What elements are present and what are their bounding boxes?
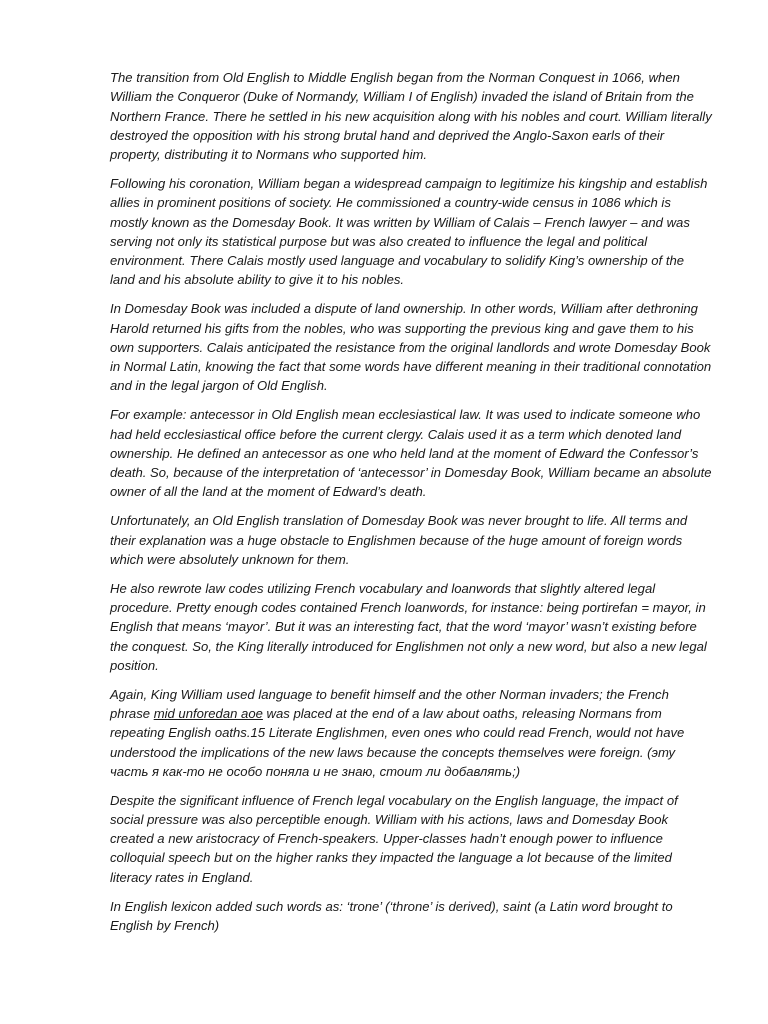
underlined-french-phrase: mid unforedan aoe <box>153 705 263 721</box>
paragraph-oaths-after: was placed at the end of a law about oaths, releasing Normans from repeating English oaths.15 Literate Englishmen, even ones who could read French, would not have understood the implications of the new laws because the concepts themselves were foreign. (эту часть я как-то не особо поняла и не знаю, стоит ли добавлять;) <box>110 705 685 779</box>
paragraph-norman-conquest: The transition from Old English to Middle English began from the Norman Conquest in 1066, when William the Conqueror (Duke of Normandy, William I of English) invaded the island of Britain from the Northern France. There he settled in his new acquisition along with his nobles and court. William literally destroyed the opposition with his strong brutal hand and deprived the Anglo-Saxon earls of their property, distributing it to Normans who supported him. <box>110 70 712 163</box>
paragraph-oaths-before: Again, King William used language to benefit himself and the other Norman invaders; the French phrase <box>110 686 669 721</box>
paragraph-coronation-domesday: Following his coronation, William began a widespread campaign to legitimize his kingship and establish allies in prominent positions of society. He commissioned a country-wide census in 1086 which is mostly known as the Domesday Book. It was written by William of Calais – French lawyer – and was serving not only its statistical purpose but was also created to influence the legal and political environment. There Calais mostly used language and vocabulary to solidify King’s ownership of the land and his absolute ability to give it to his nobles. <box>110 175 708 288</box>
document-page <box>110 68 712 945</box>
paragraph-lexicon: In English lexicon added such words as: ‘trone’ (‘throne’ is derived), saint (a Latin word brought to English by French) <box>110 898 673 933</box>
paragraph-law-codes: He also rewrote law codes utilizing French vocabulary and loanwords that slightly altered legal procedure. Pretty enough codes contained French loanwords, for instance: being portirefan = mayor, in English that means ‘mayor’. But it was an interesting fact, that the word ‘mayor’ wasn’t existing before the conquest. So, the King literally introduced for Englishmen not only a new word, but also a new legal position. <box>110 580 707 673</box>
paragraph-land-dispute: In Domesday Book was included a dispute of land ownership. In other words, William after dethroning Harold returned his gifts from the nobles, who was supporting the previous king and gave them to his own supporters. Calais anticipated the resistance from the original landlords and wrote Domesday Book in Normal Latin, knowing the fact that some words have different meaning in their traditional connotation and in the legal jargon of Old English. <box>110 301 712 394</box>
paragraph-social-pressure: Despite the significant influence of French legal vocabulary on the English language, the impact of social pressure was also perceptible enough. William with his actions, laws and Domesday Book created a new aristocracy of French-speakers. Upper-classes hadn’t enough power to influence colloquial speech but on the higher ranks they impacted the language a lot because of the limited literacy rates in England. <box>110 792 678 885</box>
paragraph-oaths <box>110 685 712 781</box>
paragraph-translation: Unfortunately, an Old English translation of Domesday Book was never brought to life. All terms and their explanation was a huge obstacle to Englishmen because of the huge amount of foreign words which were absolutely unknown for them. <box>110 513 688 567</box>
paragraph-antecessor-example: For example: antecessor in Old English mean ecclesiastical law. It was used to indicate someone who had held ecclesiastical office before the current clergy. Calais used it as a term which denoted land ownership. He defined an antecessor as one who held land at the moment of Edward the Confessor’s death. So, because of the interpretation of ‘antecessor’ in Domesday Book, William became an absolute owner of all the land at the moment of Edward’s death. <box>110 407 712 500</box>
